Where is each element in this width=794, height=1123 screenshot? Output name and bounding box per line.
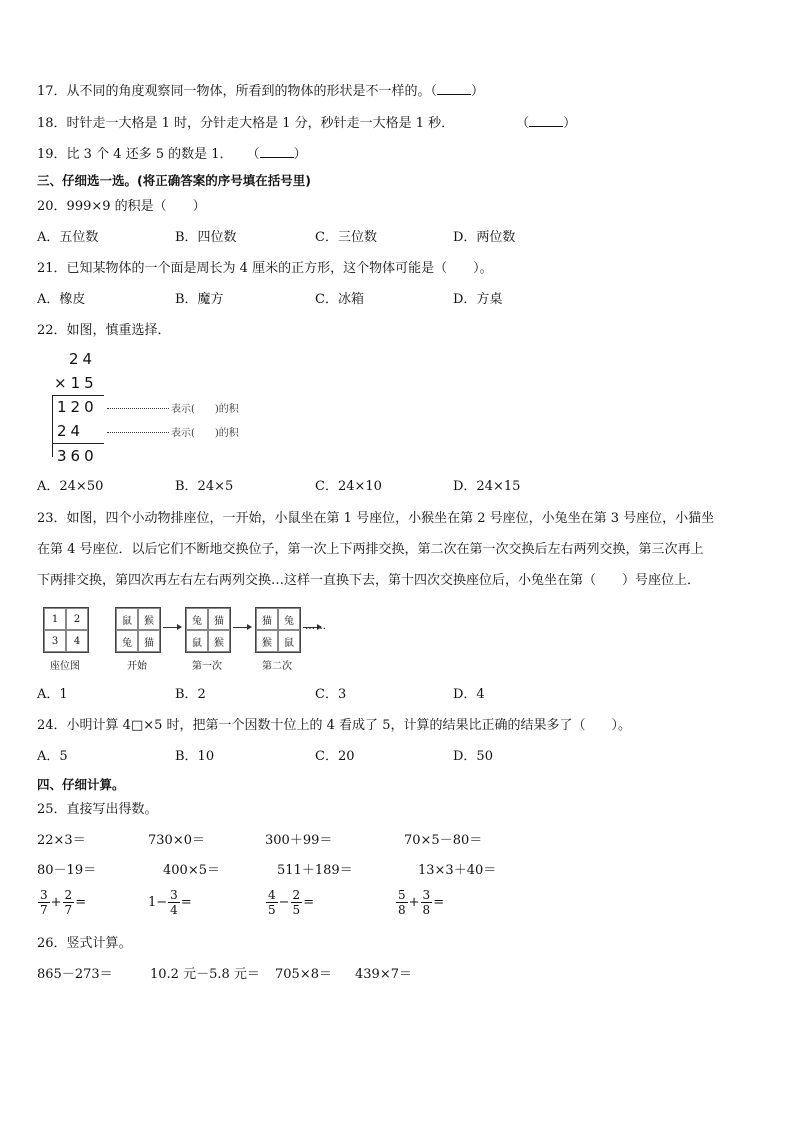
numerator: 4 xyxy=(268,888,276,902)
answer-blank[interactable] xyxy=(260,145,294,158)
divider-line xyxy=(52,395,104,396)
fraction-item xyxy=(148,888,192,917)
seat-cell: 兔 xyxy=(278,608,300,630)
multiplier: ×15 xyxy=(54,374,98,392)
fraction xyxy=(168,888,180,917)
denominator: 7 xyxy=(40,903,48,917)
divider-line xyxy=(52,443,104,444)
question-20-text: 20．999×9 的积是（ ） xyxy=(37,199,206,214)
numerator: 3 xyxy=(170,888,178,902)
partial-product-2: 24 xyxy=(57,422,85,440)
denominator: 8 xyxy=(398,903,406,917)
fraction xyxy=(38,888,50,917)
operator: + xyxy=(408,895,420,910)
section-4-heading: 四、仔细计算。 xyxy=(37,777,125,792)
seat-cell: 4 xyxy=(66,630,88,652)
operator: − xyxy=(278,895,290,910)
grid-caption: 第二次 xyxy=(262,661,292,672)
seat-grid-start xyxy=(115,607,161,653)
option-c[interactable]: C．24×10 xyxy=(315,479,382,494)
numerator: 2 xyxy=(292,888,301,902)
arrow-icon xyxy=(163,627,181,628)
paren-close: ） xyxy=(471,84,485,99)
seat-cell: 鼠 xyxy=(116,608,138,630)
multiplication-figure xyxy=(37,350,277,470)
question-17 xyxy=(37,82,484,101)
option-a[interactable]: A．橡皮 xyxy=(37,292,86,307)
equals-sign: = xyxy=(433,895,445,910)
question-24-text: 24．小明计算 4□×5 时，把第一个因数十位上的 4 看成了 5，计算的结果比正确的结果多了（ ）。 xyxy=(37,718,631,733)
fraction xyxy=(63,888,75,917)
calc-item: 70×5－80＝ xyxy=(404,833,483,848)
equals-sign: = xyxy=(180,895,192,910)
seat-cell: 猫 xyxy=(138,630,160,652)
seat-grid-second-swap xyxy=(255,607,301,653)
question-17-text: 17．从不同的角度观察同一物体，所看到的物体的形状是不一样的。（ xyxy=(37,84,438,99)
numerator: 2 xyxy=(64,888,73,902)
final-product: 360 xyxy=(57,447,98,465)
denominator: 8 xyxy=(422,903,431,917)
denominator: 7 xyxy=(64,903,73,917)
operator: + xyxy=(50,895,62,910)
fraction xyxy=(421,888,433,917)
option-a[interactable]: A．五位数 xyxy=(37,230,99,245)
calc-item: 22×3＝ xyxy=(37,833,86,848)
question-18 xyxy=(37,114,576,133)
option-c[interactable]: C．3 xyxy=(315,687,347,702)
ellipsis: …… xyxy=(305,621,327,632)
seat-cell: 猫 xyxy=(256,608,278,630)
numerator: 3 xyxy=(40,888,48,902)
seat-cell: 猴 xyxy=(208,630,230,652)
seat-grid-numbers xyxy=(43,607,89,653)
option-a[interactable]: A．24×50 xyxy=(37,479,104,494)
seat-cell: 猫 xyxy=(208,608,230,630)
equals-sign: = xyxy=(75,895,87,910)
option-d[interactable]: D．方桌 xyxy=(453,292,503,307)
option-c[interactable]: C．冰箱 xyxy=(315,292,364,307)
seat-cell: 鼠 xyxy=(186,630,208,652)
denominator: 4 xyxy=(170,903,178,917)
option-b[interactable]: B．魔方 xyxy=(175,292,224,307)
option-b[interactable]: B．10 xyxy=(175,749,215,764)
option-a[interactable]: A．1 xyxy=(37,687,68,702)
answer-blank[interactable] xyxy=(437,82,471,95)
answer-blank[interactable] xyxy=(529,114,563,127)
calc-item: 300＋99＝ xyxy=(265,833,333,848)
option-c[interactable]: C．20 xyxy=(315,749,355,764)
question-23-line-3: 下两排交换，第四次再左右左右两列交换…这样一直换下去，第十四次交换座位后，小兔坐在第（ ）号座位上． xyxy=(37,573,701,588)
leader-dots xyxy=(107,432,169,433)
fraction-item xyxy=(37,888,86,917)
seat-cell: 1 xyxy=(44,608,66,630)
option-a[interactable]: A．5 xyxy=(37,749,68,764)
seat-cell: 2 xyxy=(66,608,88,630)
grid-caption: 开始 xyxy=(127,661,147,672)
equals-sign: = xyxy=(303,895,315,910)
option-d[interactable]: D．50 xyxy=(453,749,493,764)
calc-item: 400×5＝ xyxy=(163,863,220,878)
grid-caption: 座位图 xyxy=(50,661,80,672)
paren-close: ） xyxy=(293,147,307,162)
seat-cell: 兔 xyxy=(116,630,138,652)
grid-caption: 第一次 xyxy=(192,661,222,672)
seat-cell: 猴 xyxy=(138,608,160,630)
fraction xyxy=(396,888,408,917)
partial-product-1: 120 xyxy=(57,398,98,416)
seat-cell: 兔 xyxy=(186,608,208,630)
section-3-heading: 三、仔细选一选。(将正确答案的序号填在括号里) xyxy=(37,173,311,188)
paren-close: ） xyxy=(563,116,577,131)
option-b[interactable]: B．2 xyxy=(175,687,206,702)
question-25-text: 25．直接写出得数。 xyxy=(37,802,158,817)
multiplicand: 24 xyxy=(69,350,97,368)
fraction xyxy=(291,888,303,917)
seat-diagram xyxy=(37,603,357,673)
question-23-line-1: 23．如图，四个小动物排座位，一开始，小鼠坐在第 1 号座位，小猴坐在第 2 号座位，小兔坐在第 3 号座位，小猫坐 xyxy=(37,511,715,526)
hint-label-1: 表示( )的积 xyxy=(171,404,239,415)
seat-cell: 猴 xyxy=(256,630,278,652)
calc-item: 80－19＝ xyxy=(37,863,97,878)
seat-cell: 3 xyxy=(44,630,66,652)
hint-label-2: 表示( )的积 xyxy=(171,428,239,439)
vertical-calc-item: 439×7＝ xyxy=(355,967,412,982)
option-c[interactable]: C．三位数 xyxy=(315,230,377,245)
whole-minus: 1− xyxy=(148,895,168,910)
fraction-item xyxy=(395,888,444,917)
question-18-text: 18．时针走一大格是 1 时，分针走大格是 1 分，秒针走一大格是 1 秒． xyxy=(37,116,455,131)
question-21-text: 21．已知某物体的一个面是周长为 4 厘米的正方形，这个物体可能是（ ）。 xyxy=(37,261,493,276)
question-19 xyxy=(37,145,307,164)
vertical-calc-item: 10.2 元－5.8 元＝ xyxy=(150,967,260,982)
fraction xyxy=(266,888,278,917)
option-b[interactable]: B．24×5 xyxy=(175,479,234,494)
option-d[interactable]: D．两位数 xyxy=(453,230,516,245)
calc-item: 730×0＝ xyxy=(148,833,205,848)
question-23-line-2: 在第 4 号座位．以后它们不断地交换位子，第一次上下两排交换，第二次在第一次交换后左右两列交换，第三次再上 xyxy=(37,542,704,557)
paren-open: （ xyxy=(246,147,260,162)
option-d[interactable]: D．24×15 xyxy=(453,479,521,494)
numerator: 5 xyxy=(398,888,406,902)
question-26-text: 26．竖式计算。 xyxy=(37,936,132,951)
leader-dots xyxy=(107,408,169,409)
denominator: 5 xyxy=(292,903,301,917)
numerator: 3 xyxy=(422,888,431,902)
question-19-text: 19．比 3 个 4 还多 5 的数是 1． xyxy=(37,147,233,162)
paren-open: （ xyxy=(516,116,530,131)
option-d[interactable]: D．4 xyxy=(453,687,485,702)
denominator: 5 xyxy=(268,903,276,917)
fraction-item xyxy=(265,888,314,917)
calc-item: 13×3＋40＝ xyxy=(418,863,497,878)
vertical-calc-item: 705×8＝ xyxy=(275,967,332,982)
bracket-line xyxy=(52,395,53,457)
seat-grid-first-swap xyxy=(185,607,231,653)
calc-item: 511＋189＝ xyxy=(277,863,353,878)
question-22-text: 22．如图，慎重选择． xyxy=(37,323,171,338)
arrow-icon xyxy=(233,627,251,628)
seat-cell: 鼠 xyxy=(278,630,300,652)
option-b[interactable]: B．四位数 xyxy=(175,230,237,245)
vertical-calc-item: 865－273＝ xyxy=(37,967,113,982)
